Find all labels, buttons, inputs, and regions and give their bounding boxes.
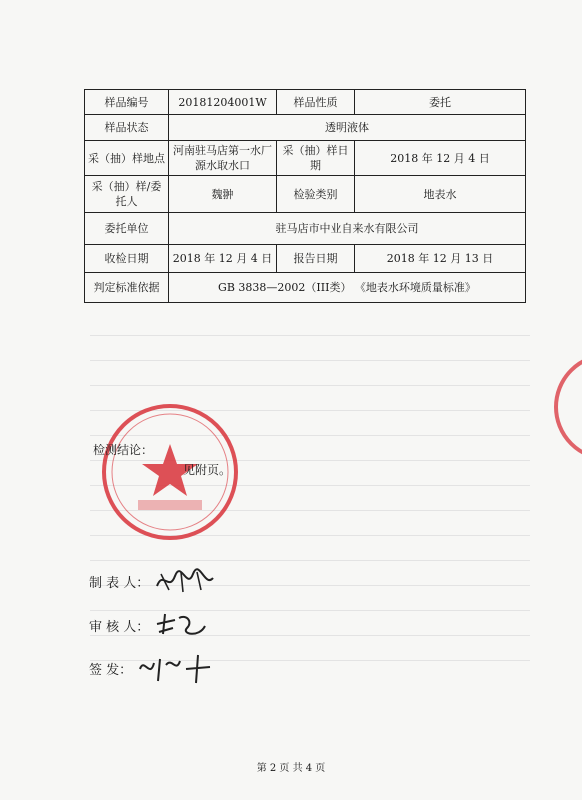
report-date-label: 报告日期 (277, 245, 355, 273)
table-row (85, 213, 526, 245)
preparer-row (89, 566, 217, 596)
sample-state-value: 透明液体 (169, 115, 526, 141)
page-footer: 第 2 页 共 4 页 (256, 763, 326, 774)
table-row (85, 90, 526, 115)
issuer-label: 签 发： (89, 662, 133, 678)
client-label: 委托单位 (85, 213, 169, 245)
table-row (85, 141, 526, 176)
conclusion-label: 检测结论： (93, 443, 154, 457)
partial-seal-stamp (548, 342, 582, 472)
preparer-label: 制 表 人： (89, 575, 150, 591)
sample-no-value: 20181204001W (169, 90, 277, 115)
standard-label: 判定标准依据 (85, 273, 169, 303)
table-row (85, 273, 526, 303)
preparer-signature (153, 566, 217, 596)
sampler-label: 采（抽）样/委托人 (85, 176, 169, 213)
reviewer-row (89, 610, 209, 640)
sampler-value: 魏翀 (169, 176, 277, 213)
reviewer-label: 审 核 人： (89, 619, 150, 635)
sampling-date-label: 采（抽）样日期 (277, 141, 355, 176)
table-row (85, 176, 526, 213)
test-category-value: 地表水 (355, 176, 526, 213)
table-row (85, 245, 526, 273)
test-category-label: 检验类别 (277, 176, 355, 213)
standard-value: GB 3838—2002（III类） 《地表水环境质量标准》 (169, 273, 526, 303)
sample-nature-value: 委托 (355, 90, 526, 115)
received-date-label: 收检日期 (85, 245, 169, 273)
report-date-value: 2018 年 12 月 13 日 (355, 245, 526, 273)
conclusion-value: 见附页。 (183, 463, 232, 477)
issuer-signature (136, 651, 214, 685)
sampling-site-value: 河南驻马店第一水厂源水取水口 (169, 141, 277, 176)
sample-no-label: 样品编号 (85, 90, 169, 115)
reviewer-signature (153, 610, 209, 640)
sample-info-table (84, 89, 526, 303)
sample-nature-label: 样品性质 (277, 90, 355, 115)
sampling-site-label: 采（抽）样地点 (85, 141, 169, 176)
client-value: 驻马店市中业自来水有限公司 (169, 213, 526, 245)
issuer-row (89, 651, 214, 685)
received-date-value: 2018 年 12 月 4 日 (169, 245, 277, 273)
sampling-date-value: 2018 年 12 月 4 日 (355, 141, 526, 176)
table-row (85, 115, 526, 141)
sample-state-label: 样品状态 (85, 115, 169, 141)
